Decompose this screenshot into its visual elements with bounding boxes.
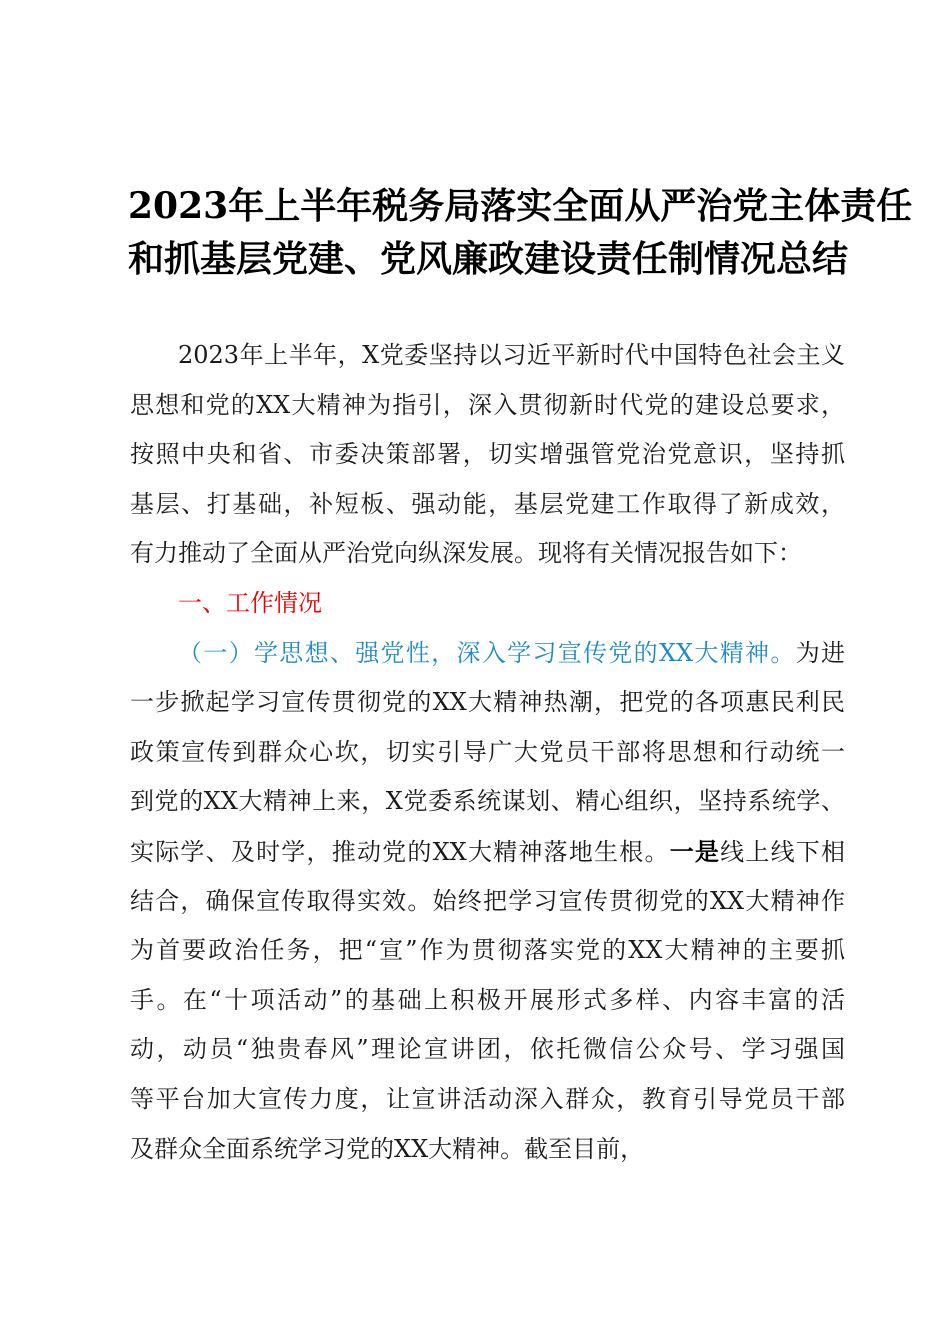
intro-line-1: 2023年上半年，X党委坚持以习近平新时代中国特色社会主义 [178,341,845,369]
intro-line-2: 思想和党的XX大精神为指引，深入贯彻新时代党的建设总要求， [130,390,845,419]
body-line-9: 等平台加大宣传力度，让宣讲活动深入群众，教育引导党员干部 [130,1084,845,1113]
document-body [130,331,845,1174]
subsection-heading: （一）学思想、强党性，深入学习宣传党的XX大精神。 [178,638,796,667]
title-line-2: 和抓基层党建、党风廉政建设责任制情况总结 [128,238,849,280]
intro-line-3: 按照中央和省、市委决策部署，切实增强管党治党意识，坚持抓 [130,440,845,469]
body-line-10: 及群众全面系统学习党的XX大精神。截至目前， [130,1134,645,1163]
body-line-4 [130,827,845,877]
intro-line-5: 有力推动了全面从严治党向纵深发展。现将有关情况报告如下： [130,539,802,568]
body-line-5: 结合，确保宣传取得实效。始终把学习宣传贯彻党的XX大精神作 [130,886,845,915]
body-line-4-prefix: 实际学、及时学，推动党的XX大精神落地生根。 [130,837,670,866]
body-line-8: 动，动员“独贵春风”理论宣讲团，依托微信公众号、学习强国 [130,1035,845,1064]
body-line-1: 一步掀起学习宣传贯彻党的XX大精神热潮，把党的各项惠民利民 [130,688,845,717]
title-line-1: 2023年上半年税务局落实全面从严治党主体责任 [128,185,913,227]
subsection-line [130,629,845,679]
body-line-4-suffix: 线上线下相 [720,837,846,866]
intro-line-4: 基层、打基础，补短板、强动能，基层党建工作取得了新成效， [130,489,845,518]
body-line-3: 到党的XX大精神上来，X党委系统谋划、精心组织，坚持系统学、 [130,787,845,816]
body-line-7: 手。在“十项活动”的基础上积极开展形式多样、内容丰富的活 [130,985,845,1014]
body-line-6: 为首要政治任务，把“宣”作为贯彻落实党的XX大精神的主要抓 [130,936,845,965]
document-title [128,180,913,286]
section-heading: 一、工作情况 [178,588,322,617]
bold-marker: 一是 [669,836,721,866]
body-line-2: 政策宣传到群众心坎，切实引导广大党员干部将思想和行动统一 [130,737,845,766]
subsection-line-tail: 为进 [795,638,846,667]
